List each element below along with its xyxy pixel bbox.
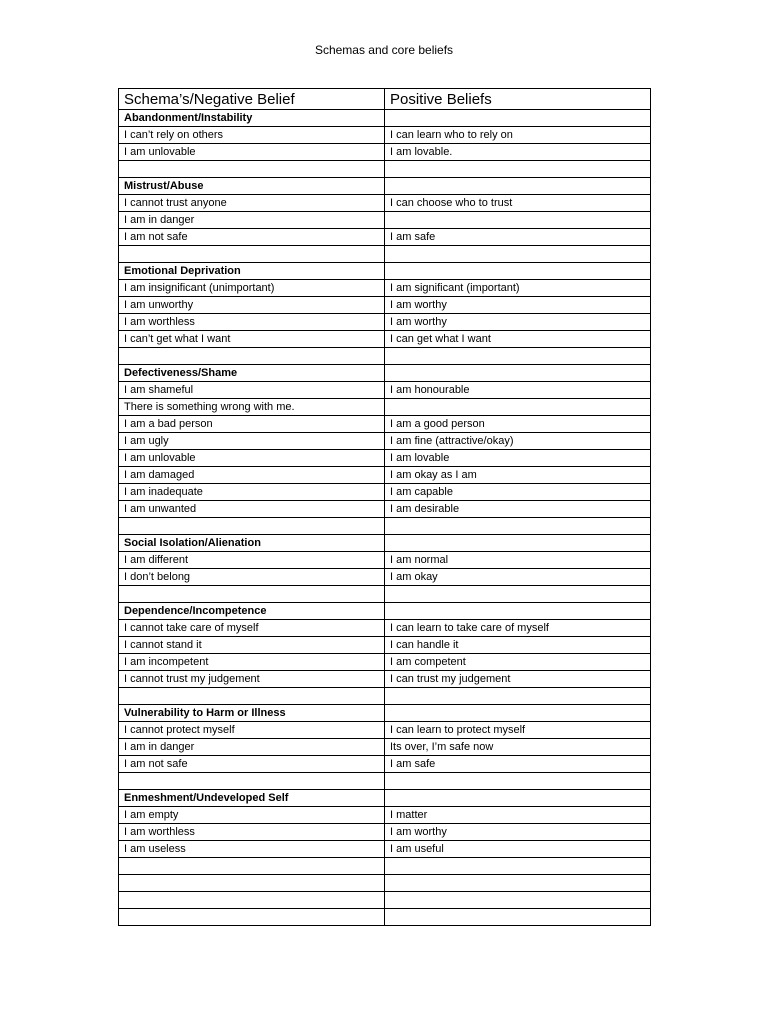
negative-belief-cell (119, 518, 385, 535)
positive-belief-cell (385, 909, 651, 926)
positive-belief-cell: I am honourable (385, 382, 651, 399)
table-row (119, 620, 651, 637)
table-row (119, 467, 651, 484)
blank-row (119, 858, 651, 875)
blank-row (119, 773, 651, 790)
blank-row (119, 892, 651, 909)
negative-belief-cell: I cannot trust anyone (119, 195, 385, 212)
positive-belief-cell: I can trust my judgement (385, 671, 651, 688)
positive-belief-cell (385, 348, 651, 365)
table-row (119, 450, 651, 467)
negative-belief-cell: I am shameful (119, 382, 385, 399)
table-row (119, 637, 651, 654)
table-row (119, 824, 651, 841)
positive-belief-cell: I can learn who to rely on (385, 127, 651, 144)
negative-belief-cell: I am in danger (119, 739, 385, 756)
schema-category: Enmeshment/Undeveloped Self (119, 790, 385, 807)
schema-category: Social Isolation/Alienation (119, 535, 385, 552)
table-row (119, 127, 651, 144)
blank-row (119, 161, 651, 178)
table-row (119, 399, 651, 416)
table-row (119, 756, 651, 773)
positive-belief-cell: I am worthy (385, 824, 651, 841)
negative-belief-cell: I cannot stand it (119, 637, 385, 654)
category-row (119, 110, 651, 127)
negative-belief-cell (119, 688, 385, 705)
negative-belief-cell: I am useless (119, 841, 385, 858)
positive-belief-cell: I am capable (385, 484, 651, 501)
positive-belief-cell: I am desirable (385, 501, 651, 518)
positive-belief-cell (385, 535, 651, 552)
negative-belief-cell: I am not safe (119, 756, 385, 773)
table-row (119, 195, 651, 212)
negative-belief-cell: I am unlovable (119, 144, 385, 161)
negative-belief-cell: I am unlovable (119, 450, 385, 467)
negative-belief-cell: I am unworthy (119, 297, 385, 314)
category-row (119, 178, 651, 195)
table-row (119, 501, 651, 518)
negative-belief-header: Schema’s/Negative Belief (119, 89, 385, 110)
table-row (119, 229, 651, 246)
category-row (119, 705, 651, 722)
positive-belief-cell (385, 773, 651, 790)
negative-belief-cell (119, 858, 385, 875)
negative-belief-cell (119, 875, 385, 892)
negative-belief-cell: I am empty (119, 807, 385, 824)
positive-belief-cell (385, 399, 651, 416)
table-row (119, 331, 651, 348)
schema-category: Dependence/Incompetence (119, 603, 385, 620)
blank-row (119, 586, 651, 603)
table-row (119, 382, 651, 399)
positive-belief-cell (385, 790, 651, 807)
positive-belief-cell (385, 246, 651, 263)
positive-belief-cell: I can handle it (385, 637, 651, 654)
negative-belief-cell: I am in danger (119, 212, 385, 229)
blank-row (119, 688, 651, 705)
category-row (119, 263, 651, 280)
schema-category: Vulnerability to Harm or Illness (119, 705, 385, 722)
table-row (119, 314, 651, 331)
positive-belief-header: Positive Beliefs (385, 89, 651, 110)
positive-belief-cell: I am useful (385, 841, 651, 858)
positive-belief-cell: I am worthy (385, 314, 651, 331)
positive-belief-cell (385, 178, 651, 195)
negative-belief-cell: I am a bad person (119, 416, 385, 433)
table-row (119, 297, 651, 314)
negative-belief-cell: I cannot trust my judgement (119, 671, 385, 688)
blank-row (119, 909, 651, 926)
schema-category: Emotional Deprivation (119, 263, 385, 280)
blank-row (119, 875, 651, 892)
negative-belief-cell: I am worthless (119, 824, 385, 841)
positive-belief-cell: I can learn to protect myself (385, 722, 651, 739)
positive-belief-cell: I am significant (important) (385, 280, 651, 297)
negative-belief-cell: I am worthless (119, 314, 385, 331)
document-title: Schemas and core beliefs (314, 43, 454, 57)
negative-belief-cell (119, 909, 385, 926)
negative-belief-cell: I am insignificant (unimportant) (119, 280, 385, 297)
positive-belief-cell (385, 892, 651, 909)
schema-category: Abandonment/Instability (119, 110, 385, 127)
positive-belief-cell: I am okay as I am (385, 467, 651, 484)
blank-row (119, 348, 651, 365)
positive-belief-cell: I am okay (385, 569, 651, 586)
positive-belief-cell: I am lovable (385, 450, 651, 467)
table-row (119, 654, 651, 671)
table-row (119, 807, 651, 824)
table-row (119, 722, 651, 739)
negative-belief-cell: I can’t get what I want (119, 331, 385, 348)
schema-category: Mistrust/Abuse (119, 178, 385, 195)
positive-belief-cell (385, 212, 651, 229)
positive-belief-cell (385, 603, 651, 620)
negative-belief-cell: I am incompetent (119, 654, 385, 671)
negative-belief-cell (119, 586, 385, 603)
table-row (119, 280, 651, 297)
schema-category: Defectiveness/Shame (119, 365, 385, 382)
table-row (119, 416, 651, 433)
blank-row (119, 518, 651, 535)
positive-belief-cell: I can choose who to trust (385, 195, 651, 212)
negative-belief-cell: I cannot protect myself (119, 722, 385, 739)
category-row (119, 603, 651, 620)
table-row (119, 841, 651, 858)
negative-belief-cell: I cannot take care of myself (119, 620, 385, 637)
positive-belief-cell: I am a good person (385, 416, 651, 433)
category-row (119, 365, 651, 382)
positive-belief-cell: I can learn to take care of myself (385, 620, 651, 637)
positive-belief-cell (385, 518, 651, 535)
table-row (119, 739, 651, 756)
negative-belief-cell: I don’t belong (119, 569, 385, 586)
negative-belief-cell: I am damaged (119, 467, 385, 484)
negative-belief-cell: I am ugly (119, 433, 385, 450)
positive-belief-cell (385, 161, 651, 178)
category-row (119, 535, 651, 552)
positive-belief-cell (385, 110, 651, 127)
table-header-row (119, 89, 651, 110)
positive-belief-cell: I matter (385, 807, 651, 824)
positive-belief-cell: I am worthy (385, 297, 651, 314)
positive-belief-cell: I am competent (385, 654, 651, 671)
negative-belief-cell: I am unwanted (119, 501, 385, 518)
blank-row (119, 246, 651, 263)
negative-belief-cell: There is something wrong with me. (119, 399, 385, 416)
table-row (119, 144, 651, 161)
positive-belief-cell: Its over, I’m safe now (385, 739, 651, 756)
category-row (119, 790, 651, 807)
negative-belief-cell: I am inadequate (119, 484, 385, 501)
negative-belief-cell: I am different (119, 552, 385, 569)
positive-belief-cell: I can get what I want (385, 331, 651, 348)
table-row (119, 484, 651, 501)
table-row (119, 552, 651, 569)
negative-belief-cell: I can’t rely on others (119, 127, 385, 144)
negative-belief-cell (119, 161, 385, 178)
negative-belief-cell: I am not safe (119, 229, 385, 246)
table-row (119, 569, 651, 586)
beliefs-table (118, 88, 651, 926)
positive-belief-cell: I am fine (attractive/okay) (385, 433, 651, 450)
positive-belief-cell: I am safe (385, 756, 651, 773)
positive-belief-cell (385, 858, 651, 875)
positive-belief-cell: I am normal (385, 552, 651, 569)
negative-belief-cell (119, 773, 385, 790)
table-row (119, 433, 651, 450)
positive-belief-cell (385, 365, 651, 382)
positive-belief-cell (385, 705, 651, 722)
table-body (119, 110, 651, 926)
table-row (119, 671, 651, 688)
table-row (119, 212, 651, 229)
positive-belief-cell (385, 586, 651, 603)
positive-belief-cell (385, 688, 651, 705)
negative-belief-cell (119, 348, 385, 365)
negative-belief-cell (119, 246, 385, 263)
negative-belief-cell (119, 892, 385, 909)
positive-belief-cell (385, 263, 651, 280)
positive-belief-cell (385, 875, 651, 892)
positive-belief-cell: I am safe (385, 229, 651, 246)
positive-belief-cell: I am lovable. (385, 144, 651, 161)
